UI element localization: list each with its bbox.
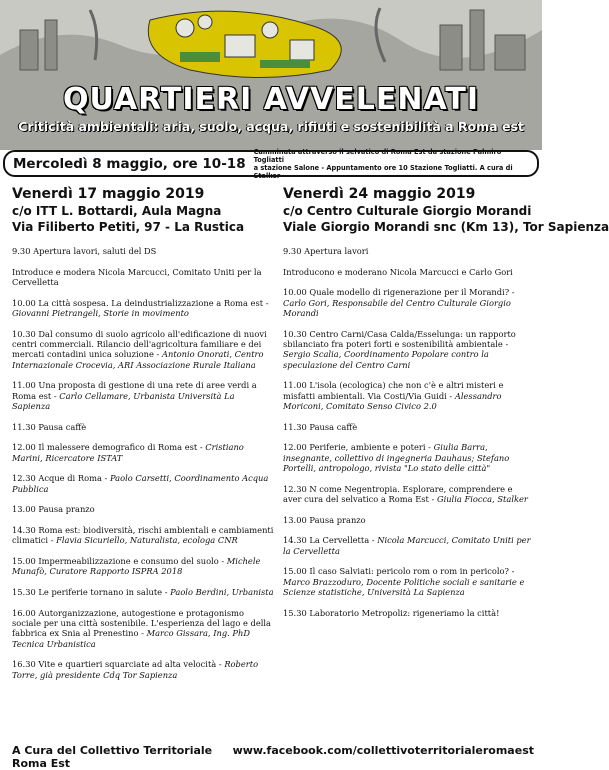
program-item-text: Introduce e modera Nicola Marcucci, Comitato Uniti per la Cervelletta [12,266,262,287]
program-item [283,535,533,556]
program-item [12,659,274,680]
program-item-speaker: Paolo Berdini, Urbanista [170,587,274,597]
day2-program [283,246,533,618]
program-item-text: 14.30 Roma est: biodiversità, rischi ambientali e cambiamenti climatici - [12,525,274,546]
program-item [283,380,533,411]
program-item [283,608,533,618]
program-item-speaker: Carlo Gori, Responsabile del Centro Culturale Giorgio Morandi [283,297,511,318]
header-banner [0,0,542,150]
walk-description-line-1: Camminata attraverso il selvatico di Roma Est da stazione Palmiro Togliatti [253,147,502,164]
program-item-text: 12.30 N come Negentropia. Esplorare, comprendere e aver cura del selvatico a Roma Est - [283,483,513,505]
program-item [12,267,274,288]
program-item-speaker: Cristiano Marini, Ricercatore ISTAT [12,442,244,463]
program-item-speaker: Roberto Torre, già presidente Cdq Tor Sapienza [12,659,259,680]
program-item-text: 15.30 Laboratorio Metropoliz: rigeneriamo la città! [283,607,500,618]
program-item-speaker: Michele Munafò, Curatore Rapporto ISPRA 2018 [12,556,261,577]
program-item [12,298,274,319]
program-item-text: 11.00 L'isola (ecologica) che non c'è e altri misteri e misfatti ambientali. Via Costi/Via Guidi - [283,380,504,401]
program-item-text: 10.00 Quale modello di rigenerazione per il Morandi? - [283,287,515,298]
program-item [12,422,274,432]
footer [12,744,534,770]
day1-date: Venerdì 17 maggio 2019 [12,186,205,202]
program-item [283,442,533,473]
program-item-text: 16.30 Vite e quartieri squarciate ad alta velocità - [12,659,225,670]
program-item [12,556,274,577]
program-item [12,442,274,463]
program-item [12,329,274,371]
program-item-text: 11.30 Pausa caffè [12,421,87,432]
program-item-text: 12.30 Acque di Roma - [12,473,110,484]
event-title: QUARTIERI AVVELENATI [62,82,480,117]
program-item-text: 10.30 Dal consumo di suolo agricolo all'edificazione di nuovi centri commerciali. Rilancio dell'agricoltura familiare e dei mercati contadini unica soluzione - [12,328,267,360]
day2-date: Venerdì 24 maggio 2019 [283,186,476,202]
program-item-text: 10.30 Centro Carni/Casa Calda/Esselunga: un rapporto sbilanciato fra poteri forti e sostenibilità ambientale - [283,328,516,349]
program-item-speaker: Flavia Sicuriello, Naturalista, ecologa CNR [56,535,238,546]
walk-description [254,148,529,180]
program-item-speaker: Sergio Scalia, Coordinamento Popolare contro la speculazione del Centro Carni [283,349,489,370]
day1-column [12,186,274,690]
day1-address: Via Filiberto Petiti, 97 - La Rustica [12,220,245,234]
program-item [12,587,274,597]
program-item [12,525,274,546]
program-item [12,246,274,256]
program-item [283,566,533,597]
program-item-speaker: Marco Brazzoduro, Docente Politiche sociali e sanitarie e Scienze statistiche, Università La Sapienza [283,576,525,598]
program-item-text: Introducono e moderano Nicola Marcucci e Carlo Gori [283,266,513,277]
program-item-speaker: Carlo Cellamare, Urbanista Università La Sapienza [12,390,235,412]
program-item-speaker: Marco Gissara, Ing. PhD Tecnica Urbanistica [12,628,250,649]
day1-place: c/o ITT L. Bottardi, Aula Magna [12,204,222,218]
program-item [283,329,533,371]
program-item-text: 15.30 Le periferie tornano in salute - [12,587,171,597]
program-item-speaker: Antonio Onorati, Centro Internazionale Crocevia, ARI Associazione Rurale Italiana [12,349,264,370]
program-item [12,380,274,411]
program-item-speaker: Alessandro Moriconi, Comitato Senso Civico 2.0 [283,390,502,412]
program-item [12,504,274,514]
program-item-text: 15.00 Impermeabilizzazione e consumo del suolo - [12,556,227,566]
facebook-link[interactable]: www.facebook.com/collettivoterritorialeromaest [232,744,534,757]
walk-date: Mercoledì 8 maggio, ore 10-18 [13,155,246,172]
program-item-text: 14.30 La Cervelletta - [283,535,378,546]
program-item-text: 12.00 Il malessere demografico di Roma est - [12,442,206,453]
walk-announcement [3,147,539,180]
program-item-text: 16.00 Autorganizzazione, autogestione e protagonismo sociale per una città sostenibile. L'esperienza del lago e della fabbrica ex Snia al Prenestino - [12,607,271,639]
program-item-text: 11.30 Pausa caffè [283,421,358,432]
program-item [283,484,533,505]
program-item [283,422,533,432]
program-item-text: 13.00 Pausa pranzo [283,514,366,525]
program-item [283,287,533,318]
program-item-speaker: Nicola Marcucci, Comitato Uniti per la Cervelletta [283,535,531,556]
program-item-text: 13.00 Pausa pranzo [12,504,95,515]
event-subtitle: Criticità ambientali: aria, suolo, acqua, rifiuti e sostenibilità a Roma est [18,119,524,134]
program-item-speaker: Paolo Carsetti, Coordinamento Acqua Pubblica [12,473,269,494]
program-item-text: 10.00 La città sospesa. La deindustrializzazione a Roma est - [12,297,269,308]
program-item-text: 9.30 Apertura lavori, saluti del DS [12,246,157,256]
program-item-text: 15.00 Il caso Salviati: pericolo rom o rom in pericolo? - [283,566,515,577]
program-item [12,473,274,494]
program-item-speaker: Giovanni Pietrangeli, Storie in movimento [12,308,189,318]
program-item-text: 9.30 Apertura lavori [283,246,369,256]
day2-address: Viale Giorgio Morandi snc (Km 13), Tor Sapienza [283,220,609,234]
program-item-text: 12.00 Periferie, ambiente e poteri - [283,442,434,453]
program-item [283,515,533,525]
program-item [12,608,274,650]
program-item-speaker: Giulia Fiocca, Stalker [436,494,528,505]
day1-program [12,246,274,680]
walk-description-line-2: a stazione Salone - Appuntamento ore 10 Stazione Togliatti. A cura di Stalker [253,163,513,180]
day2-place: c/o Centro Culturale Giorgio Morandi [283,204,532,218]
day2-column [283,186,609,628]
program-item [283,246,533,256]
program-item-speaker: Giulia Barra, insegnante, collettivo di ingegneria Dauhaus; Stefano Portelli, antropologo, rivista "Lo stato delle città" [283,442,510,474]
footer-credit: A Cura del Collettivo Territoriale Roma Est [12,744,213,770]
program-item [283,267,533,277]
program-item-text: 11.00 Una proposta di gestione di una rete di aree verdi a Roma est - [12,380,257,401]
